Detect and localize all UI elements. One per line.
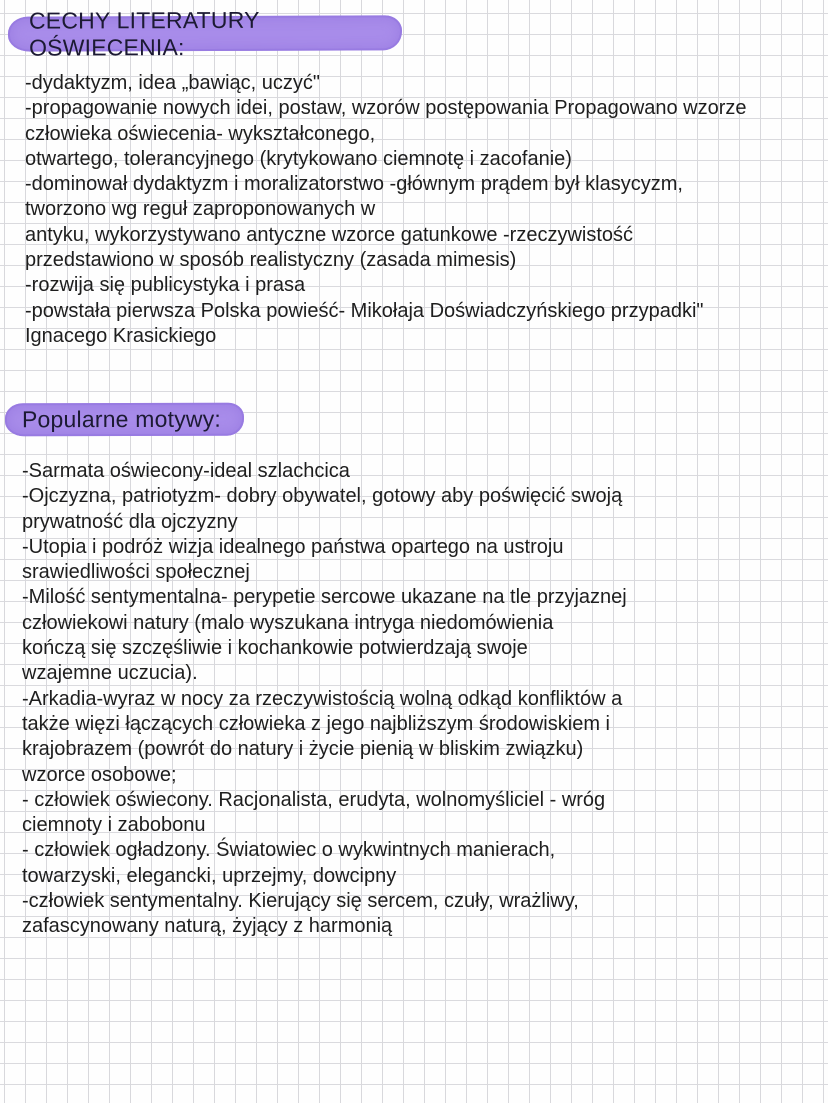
note-line: -dydaktyzm, idea „bawiąc, uczyć" bbox=[25, 72, 320, 94]
note-line: -Ojczyzna, patriotyzm- dobry obywatel, gotowy aby poświęcić swoją bbox=[22, 485, 623, 508]
note-line: -Sarmata oświecony-ideal szlachcica bbox=[22, 460, 350, 482]
section-1-heading: CECHY LITERATURY OŚWIECENIA: bbox=[28, 6, 260, 61]
note-line: srawiedliwości społecznej bbox=[22, 561, 250, 584]
section-2-body bbox=[22, 459, 627, 940]
note-line: -rozwija się publicystyka i prasa bbox=[25, 274, 306, 297]
note-line: -Utopia i podróż wizja idealnego państwa opartego na ustroju bbox=[22, 535, 564, 558]
note-line: -Arkadia-wyraz w nocy za rzeczywistością wolną odkąd konfliktów a bbox=[22, 687, 623, 710]
section-2-heading: Popularne motywy: bbox=[21, 405, 222, 433]
section-heading-highlight-1 bbox=[8, 6, 402, 61]
note-line: -propagowanie nowych idei, postaw, wzorów postępowania Propagowano wzorze bbox=[25, 97, 747, 120]
note-line: człowiekowi natury (malo wyszukana intryga niedomówienia bbox=[22, 611, 554, 634]
note-line: wzorce osobowe; bbox=[22, 763, 177, 786]
note-line: kończą się szczęśliwie i kochankowie potwierdzają swoje bbox=[22, 637, 528, 660]
note-line: człowieka oświecenia- wykształconego, bbox=[25, 122, 376, 145]
section-heading-highlight-2 bbox=[5, 403, 244, 437]
note-line: także więzi łączących człowieka z jego najbliższym środowiskiem i bbox=[22, 712, 610, 735]
note-line: przedstawiono w sposób realistyczny (zasada mimesis) bbox=[25, 249, 517, 272]
note-line: tworzono wg reguł zaproponowanych w bbox=[25, 198, 376, 221]
note-line: towarzyski, elegancki, uprzejmy, dowcipny bbox=[22, 864, 397, 887]
note-line: Ignacego Krasickiego bbox=[25, 324, 217, 347]
note-line: wzajemne uczucia). bbox=[22, 662, 198, 685]
note-line: otwartego, tolerancyjnego (krytykowano ciemnotę i zacofanie) bbox=[25, 147, 572, 170]
note-line: prywatność dla ojczyzny bbox=[22, 510, 238, 533]
section-1-body bbox=[25, 71, 747, 349]
note-line: -człowiek sentymentalny. Kierujący się sercem, czuły, wrażliwy, bbox=[22, 890, 579, 913]
note-line: antyku, wykorzystywano antyczne wzorce gatunkowe -rzeczywistość bbox=[25, 223, 634, 246]
note-line: krajobrazem (powrót do natury i życie pienią w bliskim związku) bbox=[22, 738, 584, 761]
note-line: -Milość sentymentalna- perypetie sercowe ukazane na tle przyjaznej bbox=[22, 586, 627, 609]
note-line: -dominował dydaktyzm i moralizatorstwo -głównym prądem był klasycyzm, bbox=[25, 173, 683, 196]
note-line: zafascynowany naturą, żyjący z harmonią bbox=[22, 915, 393, 938]
note-line: - człowiek ogładzony. Światowiec o wykwintnych manierach, bbox=[22, 839, 556, 862]
note-line: ciemnoty i zabobonu bbox=[22, 814, 206, 837]
note-line: -powstała pierwsza Polska powieść- Mikołaja Doświadczyńskiego przypadki" bbox=[25, 299, 704, 322]
note-line: - człowiek oświecony. Racjonalista, erudyta, wolnomyśliciel - wróg bbox=[22, 788, 606, 811]
